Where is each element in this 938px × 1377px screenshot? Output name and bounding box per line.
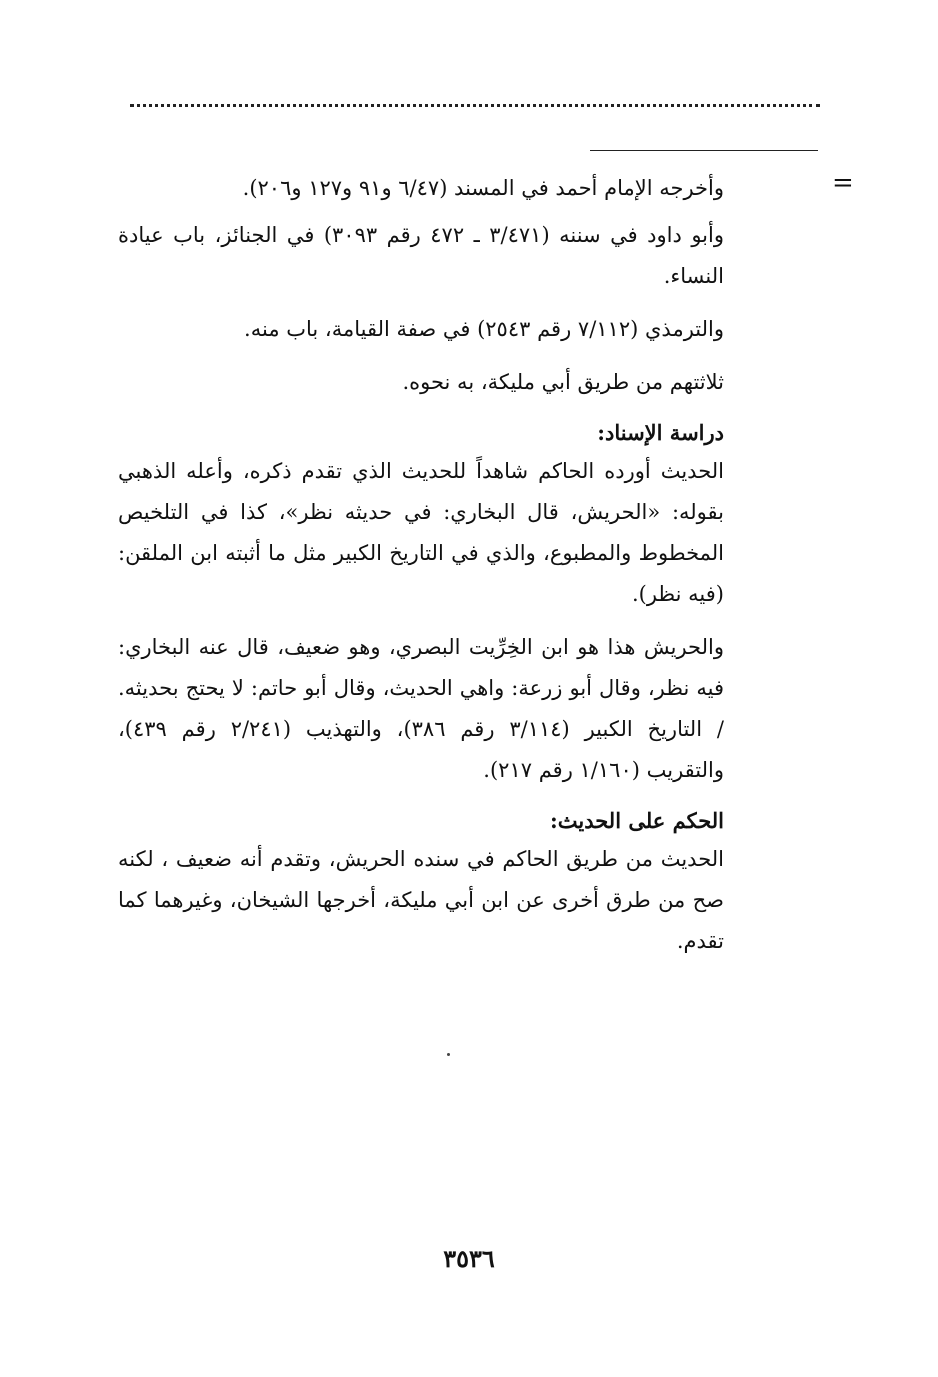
- isnad-paragraph-2: والحريش هذا هو ابن الخِرِّيت البصري، وهو ضعيف، قال عنه البخاري: فيه نظر، وقال أبو زرعة: واهي الحديث، وقال أبو حاتم: لا يحتج بحديثه. / التاريخ الكبير (٣/١١٤ رقم ٣٨٦)، والتهذيب (٢/٢٤١ رقم ٤٣٩)، والتقريب (١/١٦٠ رقم ٢١٧).: [118, 635, 724, 782]
- isnad-heading: دراسة الإسناد:: [597, 420, 724, 445]
- isnad-paragraph-1: الحديث أورده الحاكم شاهداً للحديث الذي تقدم ذكره، وأعله الذهبي بقوله: «الحريش، قال البخاري: في حديثه نظر»، كذا في التلخيص المخطوط والمطبوع، والذي في التاريخ الكبير مثل ما أثبته ابن الملقن: (فيه نظر).: [118, 459, 724, 606]
- dotted-separator: [130, 104, 820, 107]
- continuation-mark: =: [832, 168, 854, 198]
- takhrij-abu-dawud: وأبو داود في سننه (٣/٤٧١ ـ ٤٧٢ رقم ٣٠٩٣) في الجنائز، باب عيادة النساء.: [118, 223, 724, 288]
- main-text: [118, 168, 724, 974]
- print-speck: [447, 1053, 450, 1056]
- page-number: ٣٥٣٦: [443, 1244, 495, 1273]
- hukm-heading: الحكم على الحديث:: [550, 808, 724, 833]
- takhrij-ahmad: وأخرجه الإمام أحمد في المسند (٦/٤٧ و٩١ و١٢٧ و٢٠٦).: [242, 176, 724, 200]
- footnote-rule: [590, 150, 818, 151]
- takhrij-tirmidhi: والترمذي (٧/١١٢ رقم ٢٥٤٣) في صفة القيامة، باب منه.: [244, 317, 724, 341]
- hukm-paragraph: الحديث من طريق الحاكم في سنده الحريش، وتقدم أنه ضعيف ، لكنه صح من طرق أخرى عن ابن أبي مليكة، أخرجها الشيخان، وغيرهما كما تقدم.: [118, 847, 724, 953]
- takhrij-summary: ثلاثتهم من طريق أبي مليكة، به نحوه.: [402, 370, 724, 394]
